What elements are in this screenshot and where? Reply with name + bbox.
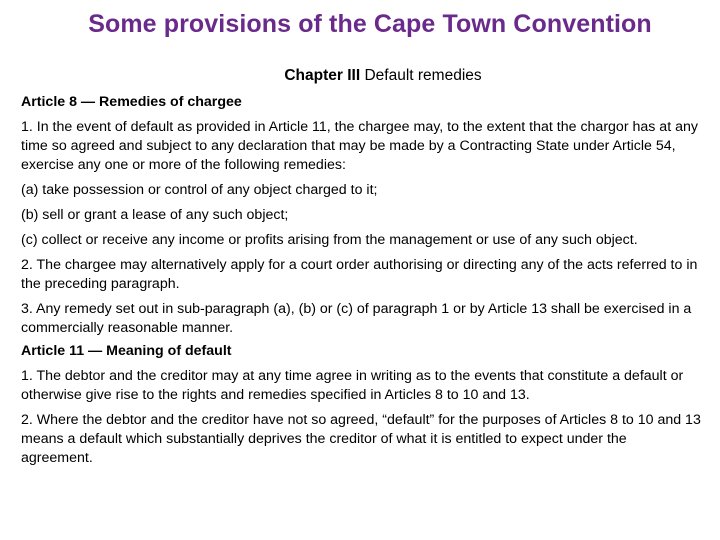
article-8-paragraph-3: 3. Any remedy set out in sub-paragraph (a), (b) or (c) of paragraph 1 or by Article 13 shall be exercised in a commercially reasonable manner.: [21, 301, 692, 336]
chapter-heading: [21, 66, 701, 85]
article-11-heading: Article 11 — Meaning of default: [21, 343, 232, 359]
article-11-paragraph-1: 1. The debtor and the creditor may at any time agree in writing as to the events that constitute a default or otherwise give rise to the rights and remedies specified in Articles 8 to 10 and 13.: [21, 368, 684, 403]
article-8-item-a: (a) take possession or control of any object charged to it;: [21, 182, 378, 198]
article-11-paragraph-2: 2. Where the debtor and the creditor have not so agreed, “default” for the purposes of Articles 8 to 10 and 13 means a default which substantially deprives the creditor of what it is entitled to expect under the agreement.: [21, 412, 701, 466]
article-8-heading: Article 8 — Remedies of chargee: [21, 94, 242, 110]
slide-title: Some provisions of the Cape Town Convention: [88, 10, 652, 38]
article-8-item-b: (b) sell or grant a lease of any such object;: [21, 207, 289, 223]
slide-body: [21, 66, 701, 474]
chapter-label: Chapter III: [284, 67, 361, 84]
article-8-paragraph-1: 1. In the event of default as provided in Article 11, the chargee may, to the extent that the chargor has at any time so agreed and subject to any declaration that may be made by a Contracting State under Article 54, exercise any one or more of the following remedies:: [21, 119, 698, 173]
article-8-item-c: (c) collect or receive any income or profits arising from the management or use of any such object.: [21, 232, 638, 248]
chapter-title: Default remedies: [364, 67, 482, 84]
article-8-paragraph-2: 2. The chargee may alternatively apply for a court order authorising or directing any of the acts referred to in the preceding paragraph.: [21, 257, 698, 292]
